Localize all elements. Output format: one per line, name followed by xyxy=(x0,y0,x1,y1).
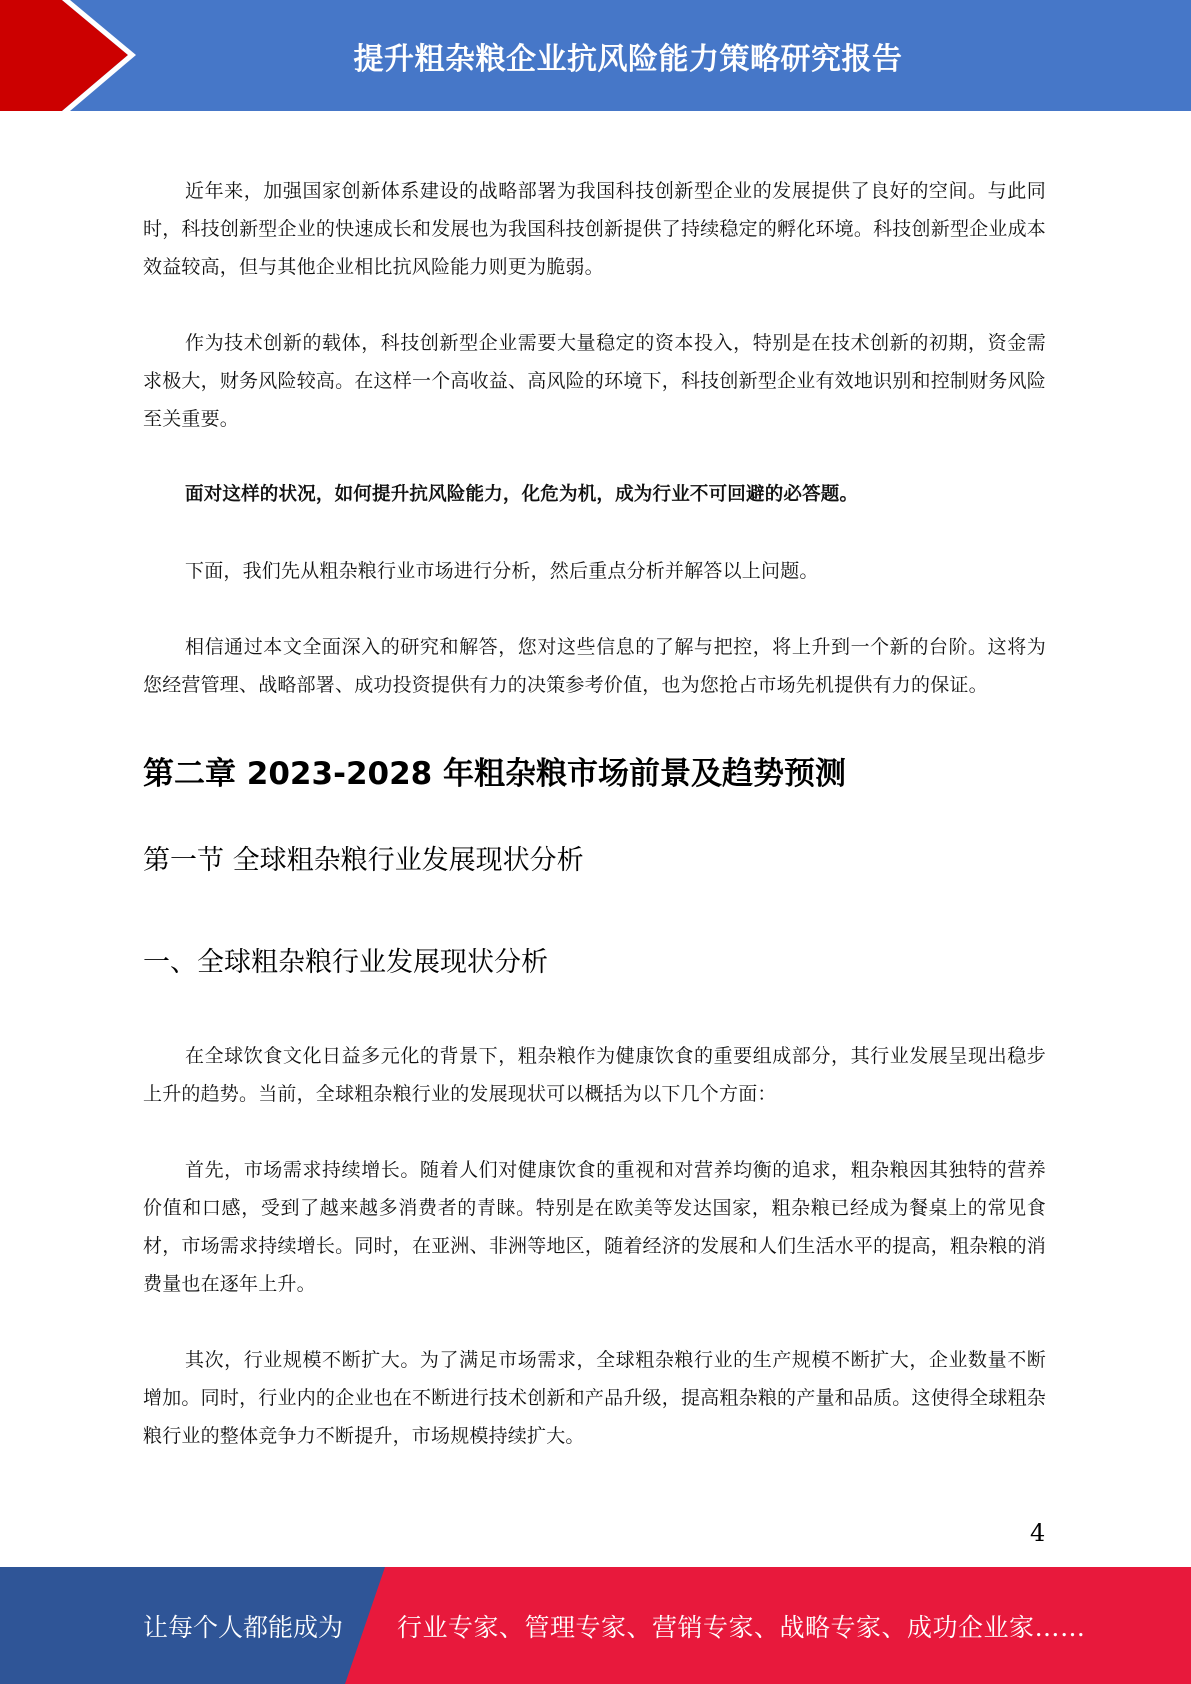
paragraph-value: 相信通过本文全面深入的研究和解答，您对这些信息的了解与把控，将上升到一个新的台阶。这将为您经营管理、战略部署、成功投资提供有力的决策参考价值，也为您抢占市场先机提供有力的保证。 xyxy=(143,636,1046,696)
page-number: 4 xyxy=(1030,1519,1046,1547)
footer-slogan-right: 行业专家、管理专家、营销专家、战略专家、成功企业家…… xyxy=(397,1612,1086,1642)
page-footer xyxy=(0,1567,1191,1684)
chapter-heading: 第二章 2023-2028 年粗杂粮市场前景及趋势预测 xyxy=(143,756,847,792)
paragraph-global-overview: 在全球饮食文化日益多元化的背景下，粗杂粮作为健康饮食的重要组成部分，其行业发展呈现出稳步上升的趋势。当前，全球粗杂粮行业的发展现状可以概括为以下几个方面： xyxy=(143,1045,1046,1105)
paragraph-scale-expansion: 其次，行业规模不断扩大。为了满足市场需求，全球粗杂粮行业的生产规模不断扩大，企业数量不断增加。同时，行业内的企业也在不断进行技术创新和产品升级，提高粗杂粮的产量和品质。这使得全球粗杂粮行业的整体竞争力不断提升，市场规模持续扩大。 xyxy=(143,1349,1046,1447)
page-header xyxy=(0,0,1191,111)
subsection-heading: 一、全球粗杂粮行业发展现状分析 xyxy=(143,947,548,978)
paragraph-intro: 近年来，加强国家创新体系建设的战略部署为我国科技创新型企业的发展提供了良好的空间。与此同时，科技创新型企业的快速成长和发展也为我国科技创新提供了持续稳定的孵化环境。科技创新型企业成本效益较高，但与其他企业相比抗风险能力则更为脆弱。 xyxy=(143,180,1046,278)
header-arrow-decoration xyxy=(0,0,160,111)
paragraph-financial-risk: 作为技术创新的载体，科技创新型企业需要大量稳定的资本投入，特别是在技术创新的初期，资金需求极大，财务风险较高。在这样一个高收益、高风险的环境下，科技创新型企业有效地识别和控制财务风险至关重要。 xyxy=(143,332,1046,430)
paragraph-demand-growth: 首先，市场需求持续增长。随着人们对健康饮食的重视和对营养均衡的追求，粗杂粮因其独特的营养价值和口感，受到了越来越多消费者的青睐。特别是在欧美等发达国家，粗杂粮已经成为餐桌上的常见食材，市场需求持续增长。同时，在亚洲、非洲等地区，随着经济的发展和人们生活水平的提高，粗杂粮的消费量也在逐年上升。 xyxy=(143,1159,1046,1295)
page-content xyxy=(143,172,1046,1455)
paragraph-outline: 下面，我们先从粗杂粮行业市场进行分析，然后重点分析并解答以上问题。 xyxy=(185,560,819,582)
report-title: 提升粗杂粮企业抗风险能力策略研究报告 xyxy=(353,41,903,77)
footer-slogan-left: 让每个人都能成为 xyxy=(143,1612,344,1642)
paragraph-key-question: 面对这样的状况，如何提升抗风险能力，化危为机，成为行业不可回避的必答题。 xyxy=(185,484,859,505)
section-heading: 第一节 全球粗杂粮行业发展现状分析 xyxy=(143,845,584,876)
